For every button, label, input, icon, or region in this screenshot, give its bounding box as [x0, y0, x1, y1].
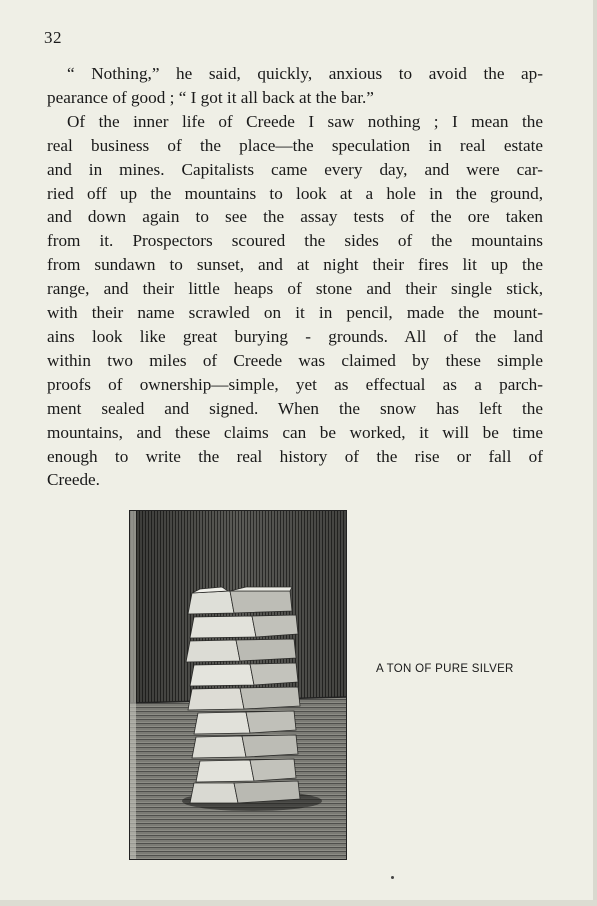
text-line: pearance of good ; “ I got it all back at the bar.” — [47, 87, 374, 107]
text-line: with their name scrawled on it in pencil, made the mount- — [47, 303, 543, 323]
text-line: mountains, and these claims can be worked, it will be time — [47, 422, 543, 442]
page-edge-bottom — [0, 900, 597, 906]
text-line: Creede. — [47, 470, 100, 490]
text-line: from sundawn to sunset, and at night their fires lit up the — [47, 255, 543, 275]
ink-speck — [391, 876, 394, 879]
text-line: range, and their little heaps of stone and their single stick, — [47, 279, 543, 299]
text-line: ried off up the mountains to look at a hole in the ground, — [47, 183, 543, 203]
text-line: from it. Prospectors scoured the sides of the mountains — [47, 231, 543, 251]
text-line: Of the inner life of Creede I saw nothing ; I mean the — [67, 111, 543, 131]
silver-bars-illustration — [129, 510, 347, 860]
text-line: within two miles of Creede was claimed by these simple — [47, 350, 543, 370]
text-line: and in mines. Capitalists came every day, and were car- — [47, 159, 543, 179]
text-line: proofs of ownership—simple, yet as effectual as a parch- — [47, 374, 543, 394]
text-line: real business of the place—the speculation in real estate — [47, 135, 543, 155]
text-line: enough to write the real history of the rise or fall of — [47, 446, 543, 466]
ingot-stack — [186, 587, 300, 803]
page-number: 32 — [44, 28, 62, 47]
figure-caption: A TON OF PURE SILVER — [376, 663, 514, 675]
text-line: ment sealed and signed. When the snow has left the — [47, 398, 543, 418]
text-line: ains look like great burying - grounds. All of the land — [47, 326, 543, 346]
text-line: “ Nothing,” he said, quickly, anxious to avoid the ap- — [67, 64, 543, 83]
page-edge — [593, 0, 597, 906]
text-line: and down again to see the assay tests of the ore taken — [47, 207, 543, 227]
body-text — [47, 62, 543, 492]
